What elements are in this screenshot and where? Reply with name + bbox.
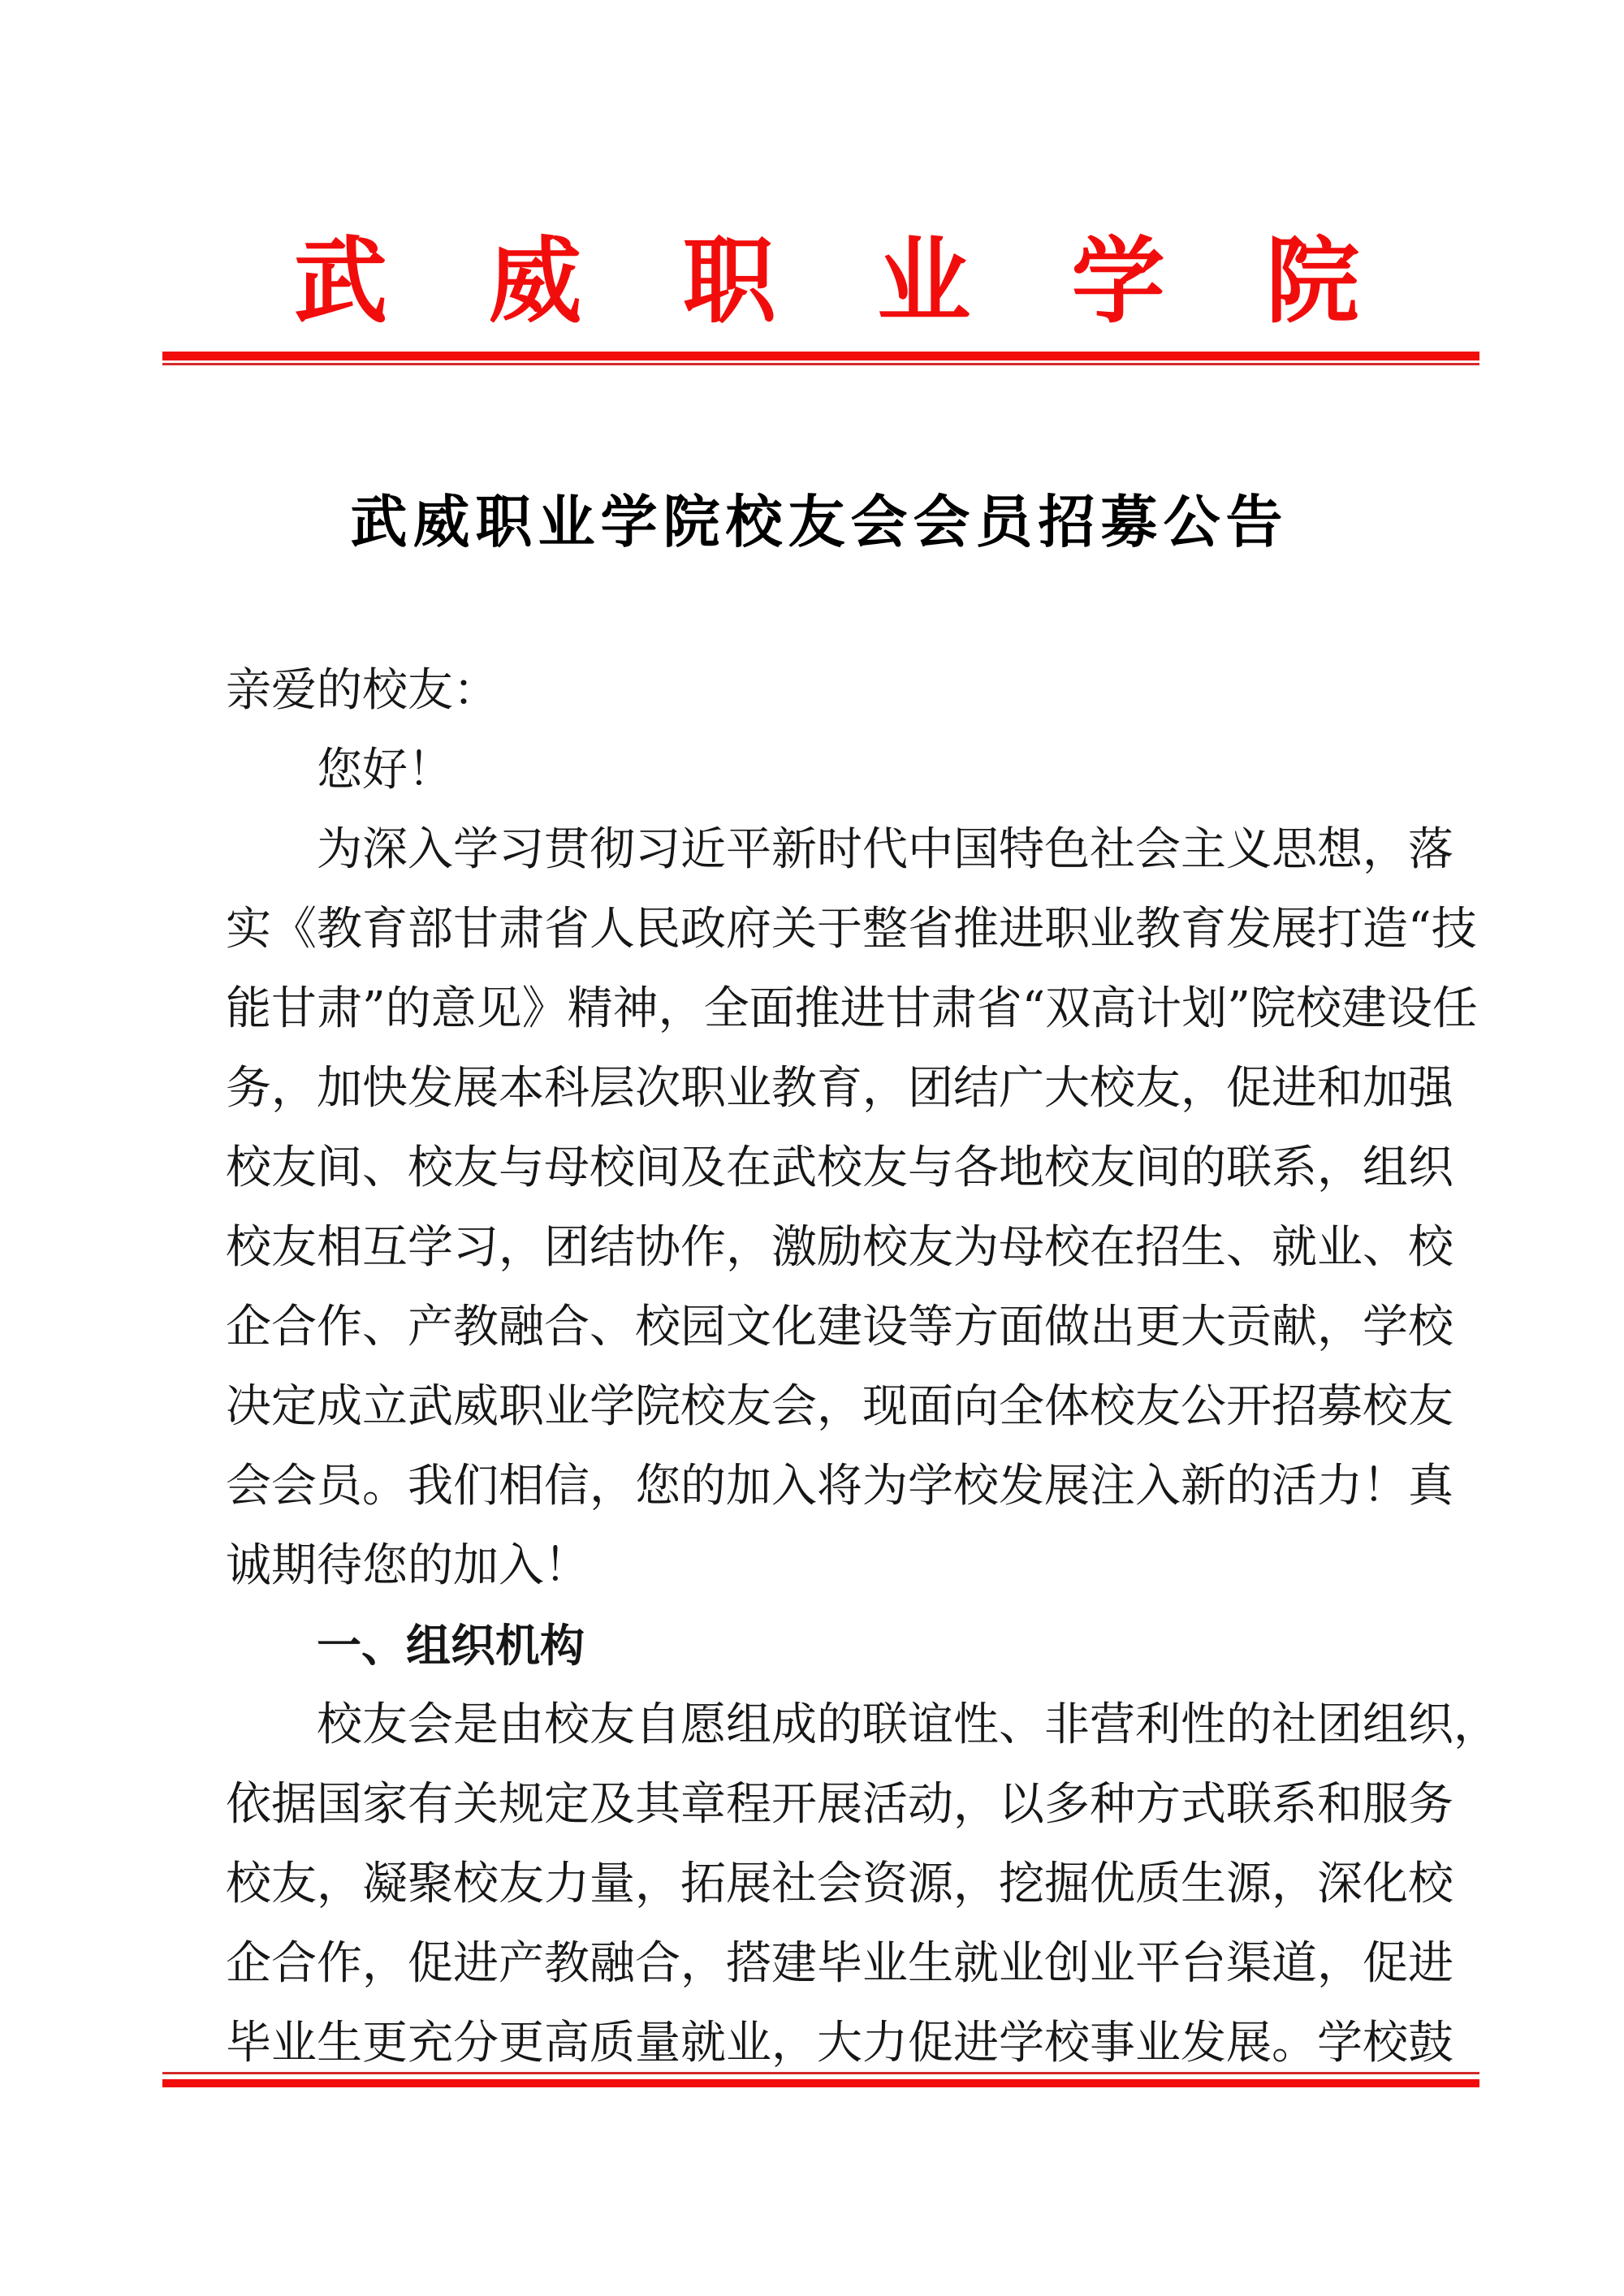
footer-rule-thin xyxy=(162,2072,1479,2074)
body-line: 校友，凝聚校友力量，拓展社会资源，挖掘优质生源，深化校 xyxy=(226,1858,1453,1910)
school-name-char: 业 xyxy=(877,227,971,336)
body-line: 校友相互学习，团结协作，激励校友为母校在招生、就业、校 xyxy=(226,1221,1453,1274)
body-line: 实《教育部甘肃省人民政府关于整省推进职业教育发展打造“技 xyxy=(226,903,1477,956)
body-line: 校友间、校友与母校间及在武校友与各地校友间的联系，组织 xyxy=(226,1142,1453,1194)
body-line: 亲爱的校友： xyxy=(226,664,499,717)
school-name-char: 职 xyxy=(682,227,776,336)
body-line: 决定成立武威职业学院校友会，现面向全体校友公开招募校友 xyxy=(226,1380,1453,1433)
body-line: 诚期待您的加入！ xyxy=(226,1539,590,1592)
body-line: 能甘肃”的意见》精神，全面推进甘肃省“双高计划”院校建设任 xyxy=(226,982,1478,1035)
footer-rule-thick xyxy=(162,2079,1479,2087)
section-heading: 一、组织机构 xyxy=(317,1620,585,1672)
body-line: 毕业生更充分更高质量就业，大力促进学校事业发展。学校鼓 xyxy=(226,2017,1453,2069)
body-line: 企合作，促进产教融合，搭建毕业生就业创业平台渠道，促进 xyxy=(226,1937,1453,1990)
letterhead-school-name xyxy=(294,227,1359,338)
school-name-char: 学 xyxy=(1071,227,1165,336)
body-line: 依据国家有关规定及其章程开展活动，以多种方式联系和服务 xyxy=(226,1778,1453,1831)
document-body xyxy=(226,651,1499,2083)
body-line: 您好！ xyxy=(317,744,453,796)
letterhead-rule-thick xyxy=(162,352,1479,360)
body-line: 企合作、产教融合、校园文化建设等方面做出更大贡献，学校 xyxy=(226,1301,1453,1353)
body-line: 校友会是由校友自愿组成的联谊性、非营利性的社团组织， xyxy=(317,1698,1499,1751)
document-title: 武威职业学院校友会会员招募公告 xyxy=(350,488,1289,555)
school-name-char: 威 xyxy=(488,227,582,336)
body-line: 为深入学习贯彻习近平新时代中国特色社会主义思想，落 xyxy=(317,823,1453,876)
school-name-char: 院 xyxy=(1265,227,1359,336)
school-name-char: 武 xyxy=(294,227,388,336)
letterhead-rule-thin xyxy=(162,363,1479,365)
body-line: 会会员。我们相信，您的加入将为学校发展注入新的活力！真 xyxy=(226,1460,1453,1513)
body-line: 务，加快发展本科层次职业教育，团结广大校友，促进和加强 xyxy=(226,1062,1453,1115)
